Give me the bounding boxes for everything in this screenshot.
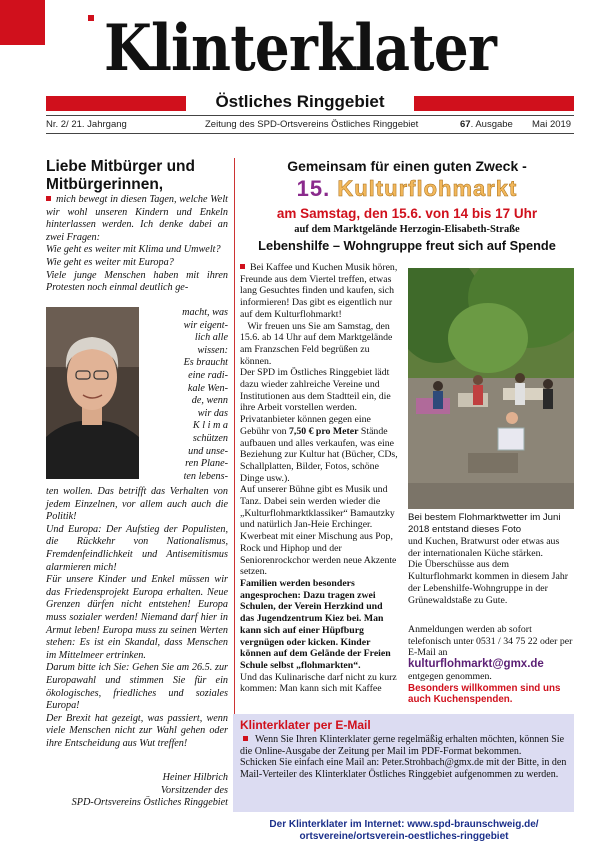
publisher-line: Zeitung des SPD-Ortsvereins Östliches Ringgebiet bbox=[205, 119, 419, 130]
wrap-line: Es braucht bbox=[183, 357, 228, 369]
wrap-line: und unse- bbox=[188, 445, 228, 457]
wrap-line: de, wenn bbox=[191, 395, 228, 407]
corner-red-block bbox=[0, 0, 45, 45]
article-p2: Wir freuen uns Sie am Samstag, den 15.6. ab 14 Uhr auf dem Marktgelände am Franzschen Feld begrüßen zu können. bbox=[240, 320, 393, 367]
newspaper-subtitle: Östliches Ringgebiet bbox=[215, 92, 385, 111]
column-divider bbox=[234, 158, 235, 810]
bullet-icon bbox=[240, 264, 245, 269]
event-date: am Samstag, den 15.6. von 14 bis 17 Uhr bbox=[276, 206, 538, 221]
signer-role-2: SPD-Ortsvereins Östliches Ringgebiet bbox=[71, 797, 228, 809]
wrap-line: wir das bbox=[197, 407, 228, 419]
article-p6: Und das Kulinarische darf nicht zu kurz kommen: Man kann sich mit Kaffee bbox=[240, 671, 397, 695]
letter-p1: mich bewegt in diesen Tagen, welche Welt wir wohl unseren Kindern und Enkeln hinterlassen werden. Ich denke dabei an zwei Fragen: bbox=[46, 194, 228, 243]
article-p5: Familien werden besonders angesprochen: Dazu tragen zwei Schulen, der Verein Herzkind und das Jugendzentrum Kiez bei. Man kann sich auf einer Hüpfburg vergnügen oder kicken. Kinder können auf dem Gelände der Freien Schule selbst „flohmarkten“. bbox=[240, 577, 391, 671]
article-p7: und Kuchen, Bratwurst oder etwas aus der internationalen Küche stärken. bbox=[408, 536, 560, 559]
article-p1: Bei Kaffee und Kuchen Musik hören, Freunde aus dem Viertel treffen, etwas lang Gesuchtes finden und kaufen, sich informieren! Das gibt es eigentlich nur auf dem Kulturflohmarkt! bbox=[240, 262, 398, 320]
article-p3b: Stände aufbauen und alles verkaufen, was eine Beziehung zur Kultur hat (Bücher, CDs, Schallplatten, Bilder, Fotos, schöne Dinge usw.). bbox=[240, 425, 398, 484]
wrap-line: lich alle bbox=[194, 332, 228, 344]
red-bar-right bbox=[414, 96, 574, 111]
letter-question-2: Wie geht es weiter mit Europa? bbox=[46, 256, 174, 268]
author-photo bbox=[46, 307, 139, 479]
letter-p2-end: ten wollen. Das betrifft das Verhalten von jedem Einzelnen, vor allem auch auch die Politik! bbox=[46, 486, 228, 523]
edition-label: . Ausgabe bbox=[470, 119, 513, 130]
event-article-continued bbox=[408, 536, 574, 606]
article-p3a: Der SPD im Östliches Ringgebiet lädt dazu wieder zahlreiche Vereine und Institutionen aus dem Stadtteil ein, die ihre Arbeit vorstellen werden. Privatanbieter können gegen eine Gebühr von bbox=[240, 367, 391, 437]
wrap-line: wir eigent- bbox=[183, 319, 228, 331]
wrap-line: ren Plane- bbox=[185, 458, 228, 470]
email-box-p2: Schicken Sie einfach eine Mail an: Peter.Strohbach@gmx.de mit der Bitte, in den Mail-Verteiler des Klinterklater Östliches Ringgebiet aufgenommen zu werden. bbox=[240, 757, 567, 781]
caption-line-1: Bei bestem Flohmarktwetter im Juni bbox=[408, 512, 561, 523]
footer-line-1[interactable]: Der Klinterklater im Internet: www.spd-braunschweig.de/ bbox=[269, 819, 539, 830]
letter-signature bbox=[46, 772, 228, 810]
red-bar-left bbox=[46, 96, 186, 111]
letter-p6: Der Brexit hat gezeigt, was passiert, wenn viele Menschen nicht zur Wahl gehen oder ihre Entscheidung aus Wut treffen! bbox=[46, 712, 228, 749]
issue-date: Mai 2019 bbox=[532, 119, 572, 130]
wrap-line: kale Wen- bbox=[187, 382, 228, 394]
signer-role-1: Vorsitzender des bbox=[160, 784, 228, 796]
contact-email-link[interactable]: kulturflohmarkt@gmx.de bbox=[408, 658, 544, 671]
bullet-icon bbox=[243, 736, 248, 741]
signer-name: Heiner Hilbrich bbox=[162, 772, 228, 783]
letter-intro bbox=[46, 194, 228, 295]
article-price: 7,50 € pro Meter bbox=[288, 425, 359, 437]
event-heading: Gemeinsam für einen guten Zweck - bbox=[287, 158, 527, 174]
wrap-line: eine radi- bbox=[188, 369, 228, 381]
letter-p2-start: Viele junge Menschen haben mit ihren Protesten noch einmal deutlich ge- bbox=[46, 269, 228, 294]
event-number: 15. bbox=[296, 176, 331, 201]
letter-p4: Für unsere Kinder und Enkel müssen wir das Friedensprojekt Europa erhalten. Neue Grenzen dürfen nicht entstehen! Europa muss sozialer werden! Niemand darf hier in Armut leben! Europa muss zu seinen Werten stehen: Es ist ein Skandal, dass Menschen im Mittelmeer ertrinken. bbox=[46, 574, 228, 661]
header-rule bbox=[46, 115, 574, 116]
event-article bbox=[240, 262, 398, 695]
email-box-title: Klinterklater per E-Mail bbox=[240, 718, 371, 732]
bullet-icon bbox=[46, 196, 51, 201]
flea-market-photo bbox=[408, 268, 574, 509]
email-box-p1: Wenn Sie Ihren Klinterklater gerne regelmäßig erhalten möchten, können Sie die Online-Ausgabe der Zeitung per Mail im PDF-Format bekommen. bbox=[240, 734, 565, 757]
wrap-line: macht, was bbox=[182, 307, 228, 318]
edition-info bbox=[460, 119, 513, 130]
footer-website bbox=[234, 819, 574, 843]
wrap-line: ten lebens- bbox=[183, 470, 228, 482]
photo-caption bbox=[408, 512, 574, 535]
wrap-line: wissen: bbox=[197, 344, 228, 356]
event-place: auf dem Marktgelände Herzogin-Elisabeth-Straße bbox=[294, 224, 520, 235]
email-box-text bbox=[240, 734, 570, 781]
welcome-text: Besonders willkommen sind uns auch Kuchenspenden. bbox=[408, 682, 561, 706]
event-name: Kulturflohmarkt bbox=[337, 176, 518, 201]
edition-number: 67 bbox=[460, 119, 471, 130]
accepted-text: entgegen genommen. bbox=[408, 670, 492, 682]
letter-question-1: Wie geht es weiter mit Klima und Umwelt? bbox=[46, 244, 221, 256]
newspaper-title: Klinterklater bbox=[103, 11, 497, 86]
wrap-line: K l i m a bbox=[192, 420, 228, 432]
wrap-line: schützen bbox=[192, 432, 228, 444]
event-subheading: Lebenshilfe – Wohngruppe freut sich auf Spende bbox=[258, 238, 556, 253]
letter-greeting: Liebe Mitbürger und Mitbürgerinnen, bbox=[46, 158, 195, 193]
letter-body bbox=[46, 486, 228, 750]
header-rule-bottom bbox=[46, 133, 574, 134]
event-title bbox=[240, 176, 574, 202]
letter-wrap-text bbox=[142, 307, 228, 483]
article-p8: Die Überschüsse aus dem Kulturflohmarkt kommen in diesem Jahr der Lebenshilfe-Wohngruppe in der Grünewaldstaße zu Gute. bbox=[408, 559, 568, 606]
caption-line-2: 2018 entstand dieses Foto bbox=[408, 523, 522, 535]
article-p4: Auf unserer Bühne gibt es Musik und Tanz. Dabei sein werden wieder die „Kulturflohmarktklassiker“ Bamautzky und natürlich Jan-Heie Erchinger. Kwerbeat mit einer Mischung aus Pop, Rock und Hiphop und der Seniorenrockchor werden neue Akzente setzen. bbox=[240, 484, 397, 578]
letter-p5: Darum bitte ich Sie: Gehen Sie am 26.5. zur Europawahl und stimmen Sie für ein ökologisches, friedliches und soziales Europa! bbox=[46, 662, 228, 712]
letter-p3: Und Europa: Der Aufstieg der Populisten, die Rückkehr von Nationalismus, Fremdenfeindlichkeit und Antisemitismus alarmieren mich! bbox=[46, 523, 228, 573]
issue-number: Nr. 2/ 21. Jahrgang bbox=[46, 119, 127, 130]
registration-info bbox=[408, 624, 574, 706]
registration-text: Anmeldungen werden ab sofort telefonisch unter 0531 / 34 75 22 oder per E-Mail an bbox=[408, 624, 573, 659]
footer-line-2[interactable]: ortsvereine/ortsverein-oestliches-ringgebiet bbox=[299, 831, 509, 842]
